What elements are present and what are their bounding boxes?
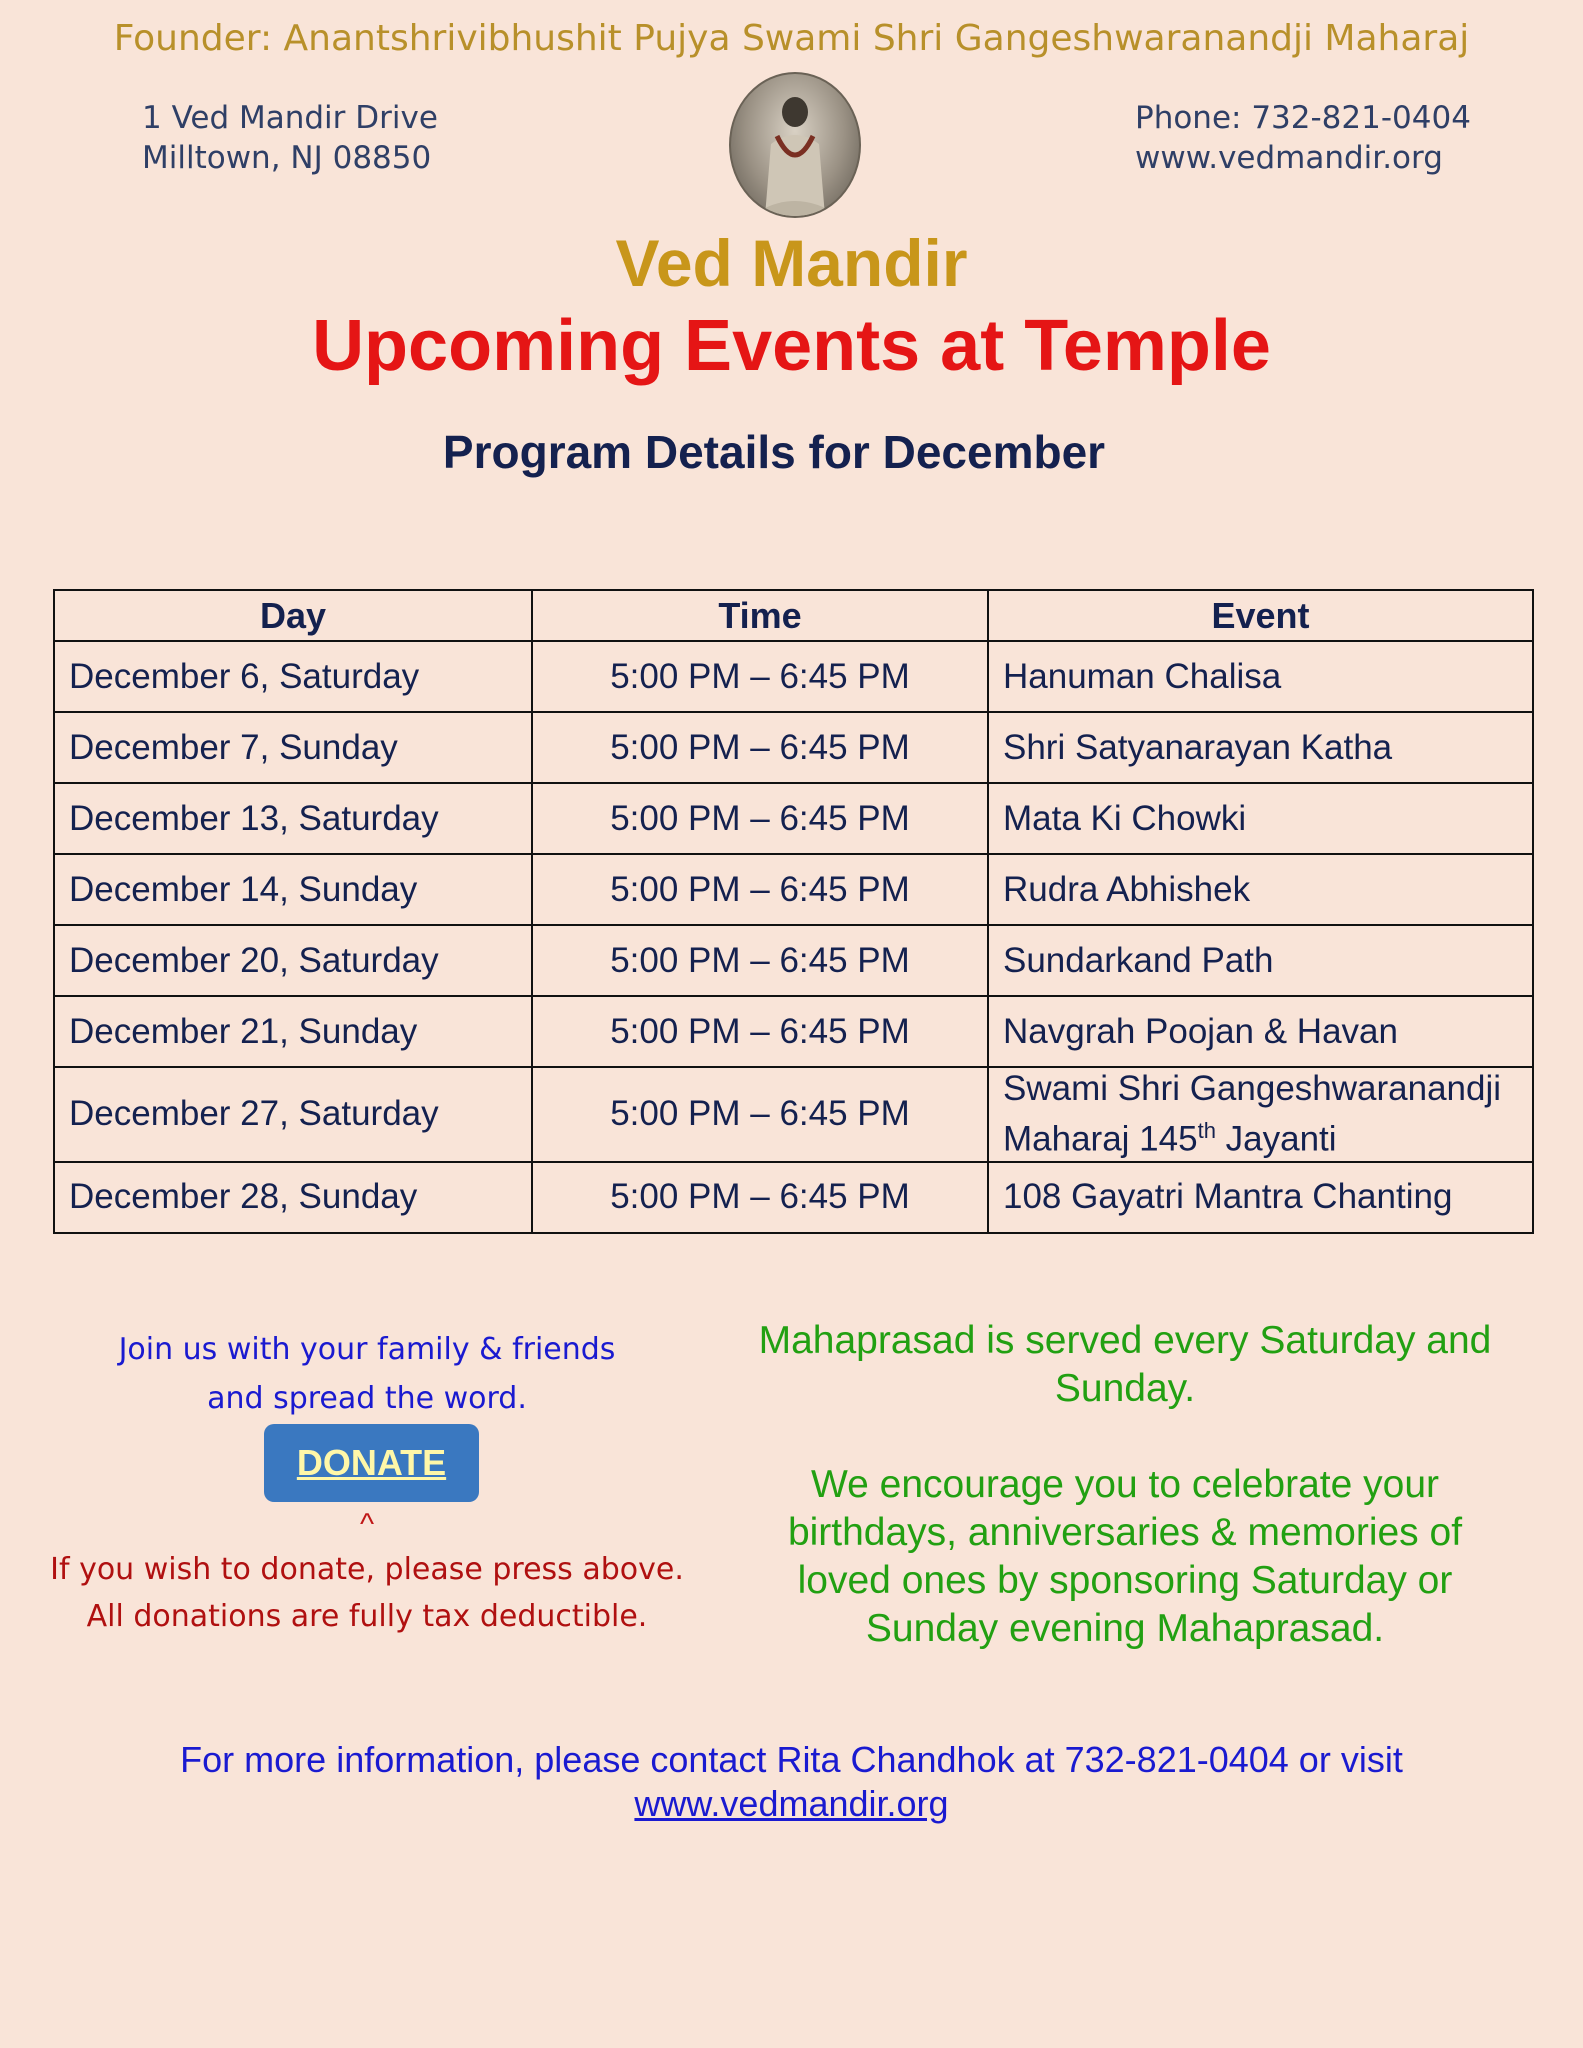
table-row — [54, 996, 1533, 1067]
cell-event: Rudra Abhishek — [988, 854, 1533, 925]
event-line2-post: Jayanti — [1215, 1119, 1337, 1159]
website-link[interactable]: www.vedmandir.org — [634, 1783, 949, 1824]
cell-time: 5:00 PM – 6:45 PM — [532, 641, 988, 712]
join-message — [50, 1325, 684, 1423]
subheading: Program Details for December — [442, 426, 1106, 478]
join-line1: Join us with your family & friends — [118, 1332, 616, 1367]
cell-day: December 6, Saturday — [54, 641, 532, 712]
donate-note-line1: If you wish to donate, please press above. — [50, 1552, 684, 1587]
headline: Upcoming Events at Temple — [312, 306, 1271, 386]
founder-portrait — [729, 72, 861, 218]
website-text: www.vedmandir.org — [1135, 140, 1443, 176]
more-info-text: For more information, please contact Rita Chandhok at 732-821-0404 or visit — [180, 1739, 1403, 1780]
table-row — [54, 712, 1533, 783]
table-header-row — [54, 590, 1533, 641]
cell-event: Sundarkand Path — [988, 925, 1533, 996]
header-event: Event — [988, 590, 1533, 641]
cell-day: December 7, Sunday — [54, 712, 532, 783]
header-day: Day — [54, 590, 532, 641]
address-line1: 1 Ved Mandir Drive — [142, 100, 438, 136]
table-row — [54, 783, 1533, 854]
founder-line: Founder: Anantshrivibhushit Pujya Swami Shri Gangeshwaranandji Maharaj — [113, 18, 1470, 59]
cell-event — [988, 1067, 1533, 1162]
table-row — [54, 641, 1533, 712]
donate-button[interactable]: DONATE — [264, 1424, 479, 1502]
phone-text: Phone: 732-821-0404 — [1135, 100, 1471, 136]
table-row — [54, 1162, 1533, 1233]
cell-day: December 13, Saturday — [54, 783, 532, 854]
more-info — [0, 1738, 1583, 1826]
cell-event: 108 Gayatri Mantra Chanting — [988, 1162, 1533, 1233]
cell-event: Hanuman Chalisa — [988, 641, 1533, 712]
cell-day: December 21, Sunday — [54, 996, 532, 1067]
address-block — [142, 98, 438, 178]
events-table — [53, 589, 1534, 1234]
cell-time: 5:00 PM – 6:45 PM — [532, 783, 988, 854]
table-row — [54, 854, 1533, 925]
join-line2: and spread the word. — [207, 1381, 527, 1416]
cell-time: 5:00 PM – 6:45 PM — [532, 854, 988, 925]
table-row — [54, 1067, 1533, 1162]
cell-day: December 28, Sunday — [54, 1162, 532, 1233]
cell-time: 5:00 PM – 6:45 PM — [532, 712, 988, 783]
cell-day: December 27, Saturday — [54, 1067, 532, 1162]
cell-event: Mata Ki Chowki — [988, 783, 1533, 854]
donate-note — [50, 1546, 684, 1640]
contact-block — [1135, 98, 1471, 178]
mahaprasad-line2: We encourage you to celebrate your birthdays, anniversaries & memories of loved ones by sponsoring Saturday or Sunday evening Mahaprasad. — [787, 1463, 1463, 1650]
table-row — [54, 925, 1533, 996]
cell-time: 5:00 PM – 6:45 PM — [532, 996, 988, 1067]
event-line2-pre: Maharaj 145 — [1003, 1119, 1198, 1159]
temple-title: Ved Mandir — [615, 226, 968, 300]
event-line1: Swami Shri Gangeshwaranandji — [1003, 1069, 1502, 1108]
cell-time: 5:00 PM – 6:45 PM — [532, 925, 988, 996]
header-time: Time — [532, 590, 988, 641]
cell-time: 5:00 PM – 6:45 PM — [532, 1162, 988, 1233]
cell-day: December 14, Sunday — [54, 854, 532, 925]
cell-day: December 20, Saturday — [54, 925, 532, 996]
address-line2: Milltown, NJ 08850 — [142, 140, 432, 176]
cell-event: Navgrah Poojan & Havan — [988, 996, 1533, 1067]
cell-event: Shri Satyanarayan Katha — [988, 712, 1533, 783]
caret-icon: ^ — [359, 1508, 375, 1541]
mahaprasad-line1: Mahaprasad is served every Saturday and Sunday. — [758, 1319, 1492, 1410]
donate-note-line2: All donations are fully tax deductible. — [86, 1599, 648, 1634]
mahaprasad-message — [745, 1317, 1505, 1653]
event-superscript: th — [1197, 1118, 1216, 1143]
cell-time: 5:00 PM – 6:45 PM — [532, 1067, 988, 1162]
